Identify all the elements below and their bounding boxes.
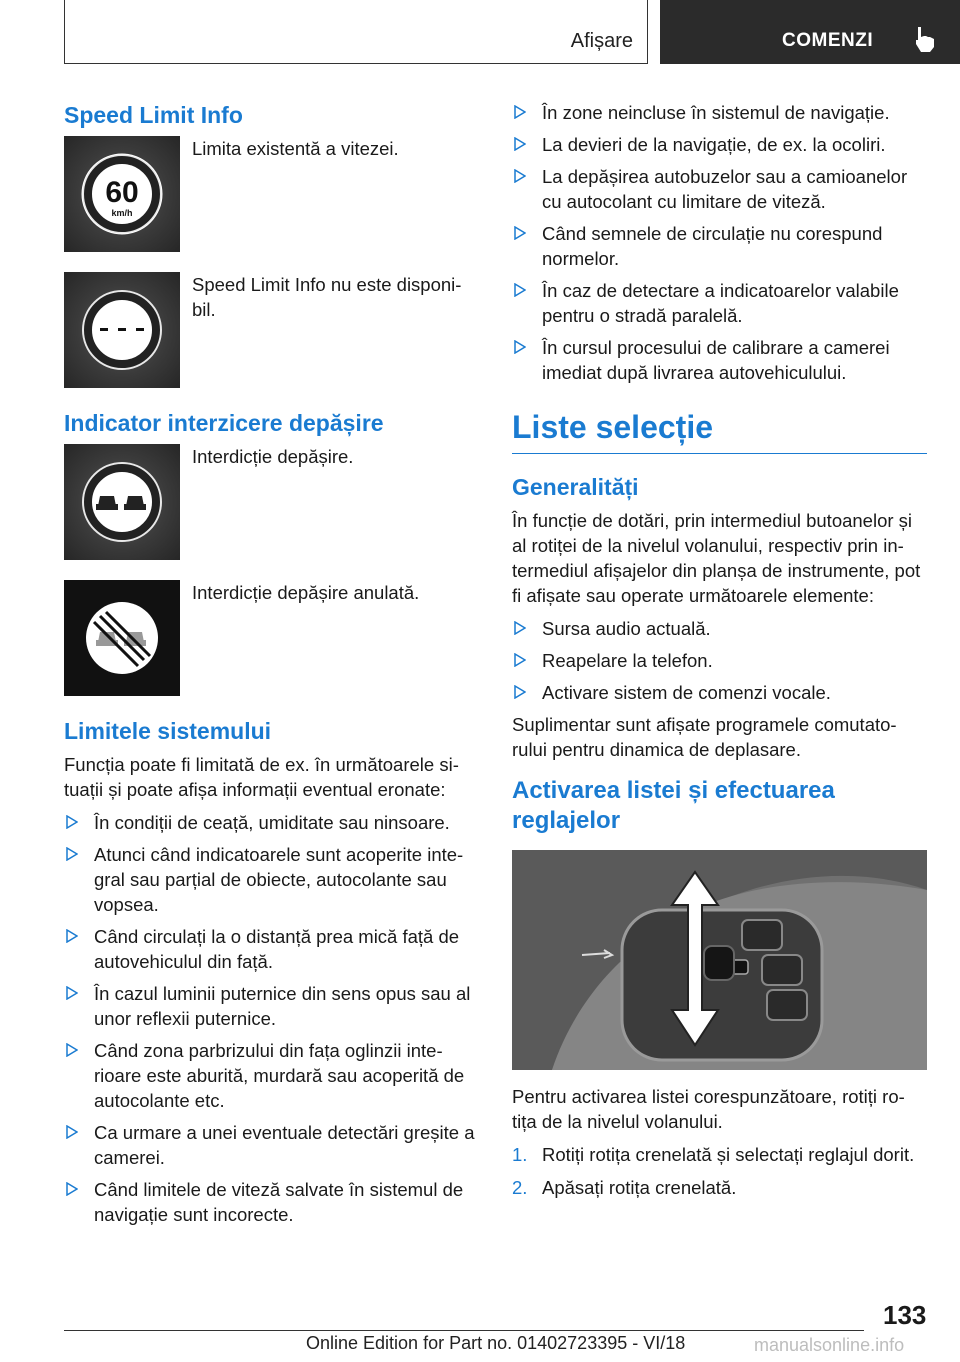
list-item: Când zona parbrizului din fața oglinzii inte-rioare este aburită, murdară sau acoperită de autocolante etc. (64, 1038, 479, 1113)
limits-intro: Funcția poate fi limitată de ex. în următoarele si-tuații și poate afișa informații eventual eronate: (64, 754, 459, 800)
bullet-triangle-icon (66, 847, 78, 861)
list-item: Reapelare la telefon. (512, 648, 927, 673)
list-item: În cursul procesului de calibrare a camerei imediat după livrarea autovehiculului. (512, 335, 927, 385)
speed-unavailable-caption: Speed Limit Info nu este disponi-bil. (192, 274, 462, 320)
list-item: În caz de detectare a indicatoarelor valabile pentru o stradă paralelă. (512, 278, 927, 328)
activate-steps (512, 1142, 927, 1200)
speed-limit-value: 60 (105, 176, 139, 209)
list-item: Când circulați la o distanță prea mică față de autovehiculul din față. (64, 924, 479, 974)
list-item: Activare sistem de comenzi vocale. (512, 680, 927, 705)
steering-wheel-image (512, 850, 927, 1070)
list-item: 2. Apăsați rotița crenelată. (512, 1177, 737, 1198)
bullet-triangle-icon (514, 226, 526, 240)
limits-list-continued (512, 100, 927, 385)
bullet-triangle-icon (514, 653, 526, 667)
header-tab-display[interactable] (64, 0, 648, 64)
list-item: Ca urmare a unei eventuale detectări greșite a camerei. (64, 1120, 479, 1170)
bullet-triangle-icon (66, 815, 78, 829)
general-list (512, 616, 927, 705)
overtake-heading: Indicator interzicere depășire (64, 410, 384, 436)
sign-row-no-overtaking (64, 444, 479, 560)
header-tab-controls[interactable] (660, 0, 960, 64)
pointing-hand-icon (912, 25, 938, 53)
right-column (512, 100, 927, 1208)
list-item: În cazul luminii puternice din sens opus sau al unor reflexii puternice. (64, 981, 479, 1031)
list-item: Când limitele de viteză salvate în sistemul de navigație sunt incorecte. (64, 1177, 479, 1227)
bullet-triangle-icon (514, 105, 526, 119)
header-tab-label: Afișare (570, 30, 633, 52)
page-number: 133 (883, 1300, 927, 1330)
list-item: La devieri de la navigație, de ex. la ocoliri. (512, 132, 927, 157)
bullet-triangle-icon (66, 1125, 78, 1139)
speed-limit-sign-image (64, 136, 180, 252)
header-tab-label-active: COMENZI (782, 30, 874, 51)
sign-row-speed-limit (64, 136, 479, 252)
general-intro: În funcție de dotări, prin intermediul butoanelor și al rotiței de la nivelul volanului, respectiv prin in-termediul afișajelor din planșa de instrumente, pot fi afișate sau operate următoarele elemente: (512, 510, 921, 606)
speed-limit-heading: Speed Limit Info (64, 102, 243, 128)
activate-heading: Activarea listei și efectuarea reglajelor (512, 777, 835, 834)
limits-heading: Limitele sistemului (64, 718, 272, 744)
bullet-triangle-icon (514, 340, 526, 354)
general-heading: Generalități (512, 474, 639, 500)
limits-list (64, 810, 479, 1227)
overtaking-ended-caption: Interdicție depășire anulată. (192, 582, 420, 603)
sign-row-speed-unavailable (64, 272, 479, 388)
bullet-triangle-icon (514, 283, 526, 297)
section-title: Liste selecție (512, 405, 927, 454)
sign-row-overtaking-ended (64, 580, 479, 696)
bullet-triangle-icon (66, 1043, 78, 1057)
bullet-triangle-icon (66, 986, 78, 1000)
speed-unavailable-sign-image (64, 272, 180, 388)
footer-divider (64, 1330, 864, 1331)
speed-limit-unit: km/h (111, 208, 133, 218)
bullet-triangle-icon (514, 621, 526, 635)
activate-caption: Pentru activarea listei corespunzătoare, rotiți ro-tița de la nivelul volanului. (512, 1086, 905, 1132)
speed-limit-caption: Limita existentă a vitezei. (192, 138, 399, 159)
overtaking-ended-sign-image (64, 580, 180, 696)
bullet-triangle-icon (66, 1182, 78, 1196)
left-column (64, 100, 479, 1234)
list-item: 1. Rotiți rotița crenelată și selectați reglajul dorit. (512, 1144, 915, 1165)
general-outro: Suplimentar sunt afișate programele comutato-rului pentru dinamica de deplasare. (512, 714, 897, 760)
list-item: În zone neincluse în sistemul de navigație. (512, 100, 927, 125)
bullet-triangle-icon (514, 137, 526, 151)
bullet-triangle-icon (66, 929, 78, 943)
watermark: manualsonline.info (754, 1335, 905, 1355)
no-overtaking-caption: Interdicție depășire. (192, 446, 354, 467)
list-item: Sursa audio actuală. (512, 616, 927, 641)
bullet-triangle-icon (514, 685, 526, 699)
list-item: La depășirea autobuzelor sau a camioanelor cu autocolant cu limitare de viteză. (512, 164, 927, 214)
footer-edition: Online Edition for Part no. 01402723395 - VI/18 (306, 1333, 686, 1353)
bullet-triangle-icon (514, 169, 526, 183)
list-item: Când semnele de circulație nu corespund normelor. (512, 221, 927, 271)
no-overtaking-sign-image (64, 444, 180, 560)
list-item: În condiții de ceață, umiditate sau ninsoare. (64, 810, 479, 835)
list-item: Atunci când indicatoarele sunt acoperite inte-gral sau parțial de obiecte, autocolante sau vopsea. (64, 842, 479, 917)
